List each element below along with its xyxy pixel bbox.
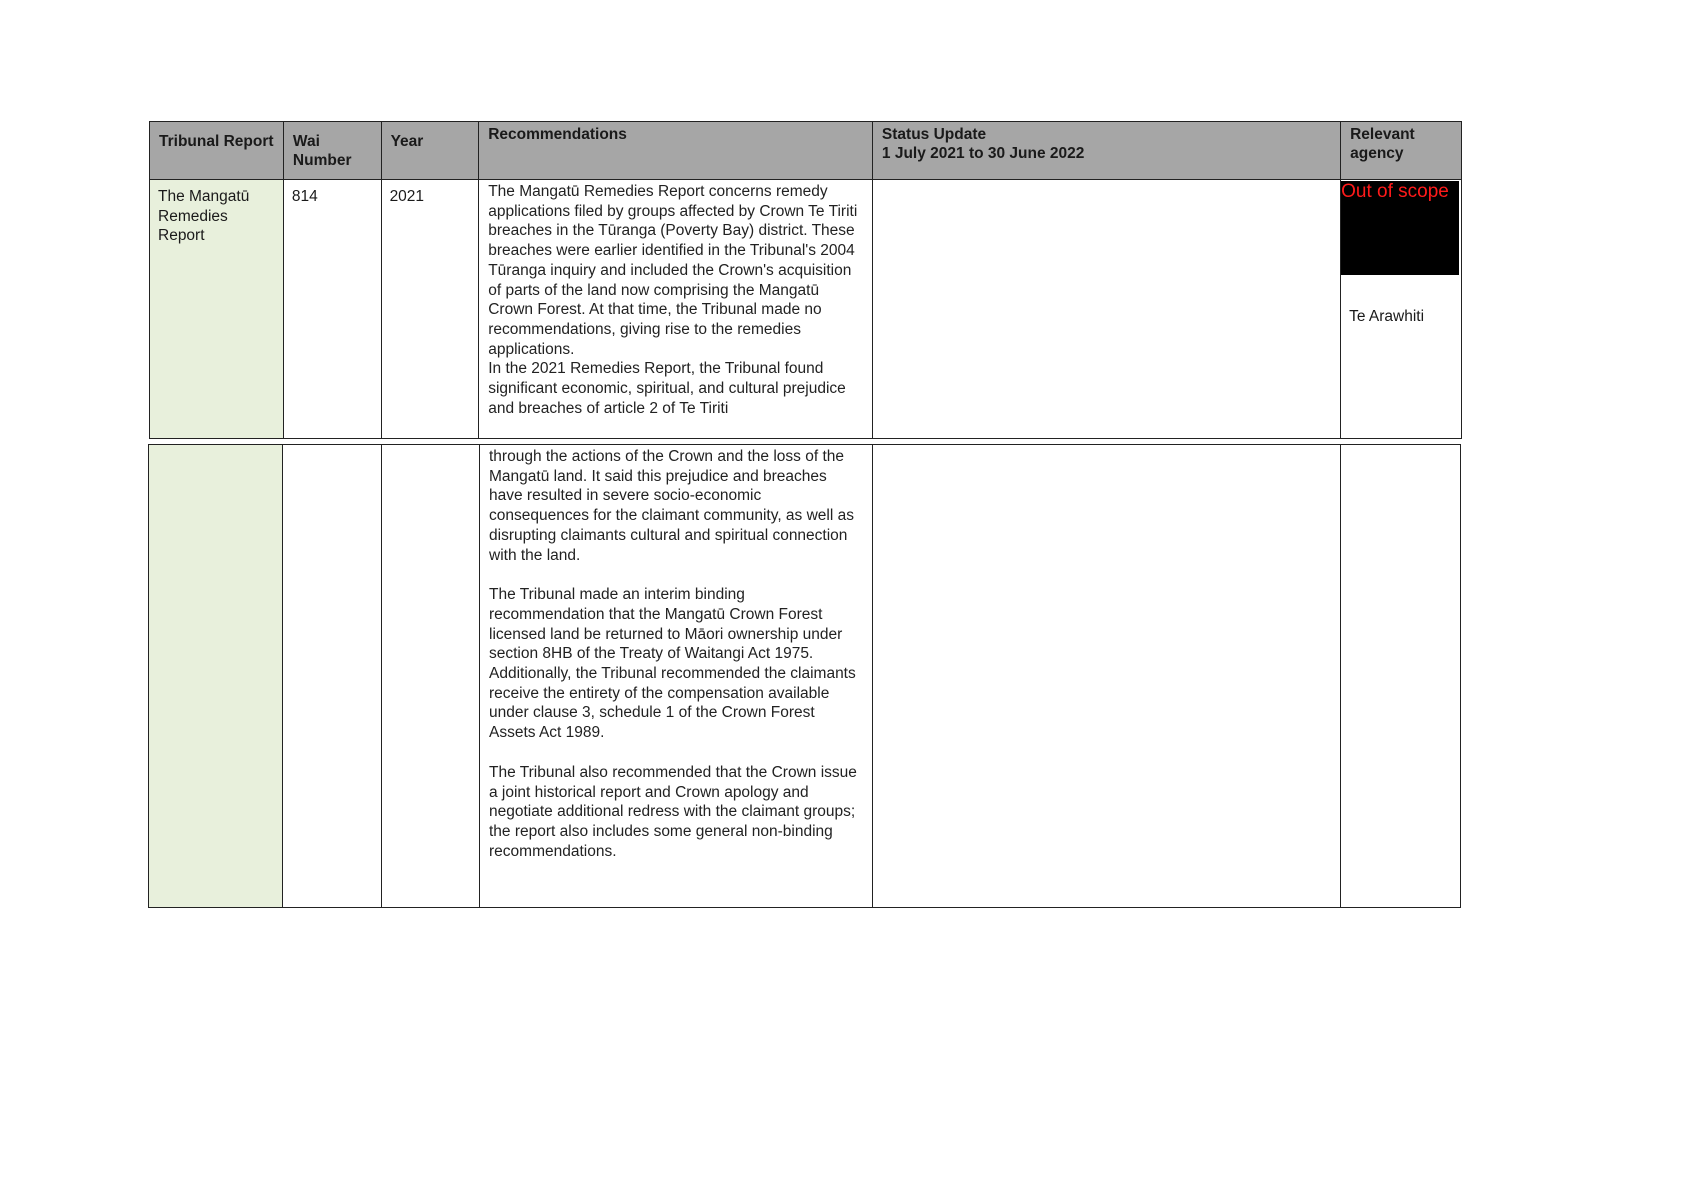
header-relevant-agency [1341,122,1462,180]
recommendations-table-page-part2 [148,444,1461,908]
table-header-row [150,122,1462,180]
cell-wai-number-continued [283,445,381,908]
recommendations-paragraph: The Tribunal also recommended that the Crown issue a joint historical report and Crown apology and negotiate additional redress with the claimant groups; the report also includes some general non-binding recommendations. [489,763,857,860]
status-update-value [873,180,1340,187]
header-wai-number-label: Wai Number [292,133,352,169]
header-status-update-label: Status Update [881,126,987,143]
header-year-label: Year [390,133,424,150]
header-status-update-period: 1 July 2021 to 30 June 2022 [881,145,1085,162]
recommendations-paragraph: The Mangatū Remedies Report concerns remedy applications filed by groups affected by Crown Te Tiriti breaches in the Tūranga (Poverty Bay) district. These breaches were earlier identified in the Tribunal's 2004 Tūranga inquiry and included the Crown's acquisition of parts of the land now comprising the Mangatū Crown Forest. At that time, the Tribunal made no recommendations, giving rise to the remedies applications. [488,183,858,358]
cell-year [381,180,479,439]
header-wai-number [283,122,381,180]
tribunal-report-name: The Mangatū Remedies Report [158,188,250,245]
cell-recommendations-continued [480,445,873,908]
cell-tribunal-report-continued [149,445,283,908]
cell-status-update [872,180,1340,439]
header-relevant-agency-label: Relevant agency [1350,126,1415,162]
table-row [149,445,1461,908]
year-value: 2021 [389,188,425,205]
table-row [150,180,1462,439]
relevant-agency-name: Te Arawhiti [1349,308,1425,325]
header-tribunal-report [150,122,284,180]
header-tribunal-report-label: Tribunal Report [159,133,274,150]
header-year [381,122,479,180]
cell-year-continued [381,445,479,908]
cell-tribunal-report [150,180,284,439]
recommendations-paragraph: In the 2021 Remedies Report, the Tribunal found significant economic, spiritual, and cultural prejudice and breaches of article 2 of Te Tiriti [488,360,846,417]
redaction-block: Out of scope [1341,181,1459,275]
header-recommendations-label: Recommendations [488,126,627,143]
cell-recommendations [479,180,873,439]
recommendations-paragraph: through the actions of the Crown and the loss of the Mangatū land. It said this prejudice and breaches have resulted in severe socio-economic consequences for the claimant community, as well as disrupting claimants cultural and spiritual connection with the land. [489,448,854,564]
cell-relevant-agency-continued [1340,445,1460,908]
cell-status-update-continued [873,445,1340,908]
recommendations-paragraph: The Tribunal made an interim binding recommendation that the Mangatū Crown Forest licensed land be returned to Māori ownership under section 8HB of the Treaty of Waitangi Act 1975. Additionally, the Tribunal recommended the claimants receive the entirety of the compensation available under clause 3, schedule 1 of the Crown Forest Assets Act 1989. [489,586,856,742]
recommendations-table-page-part1 [149,121,1462,439]
wai-number-value: 814 [291,188,318,205]
header-recommendations [479,122,873,180]
cell-relevant-agency [1341,180,1462,439]
header-status-update [872,122,1340,180]
cell-wai-number [283,180,381,439]
